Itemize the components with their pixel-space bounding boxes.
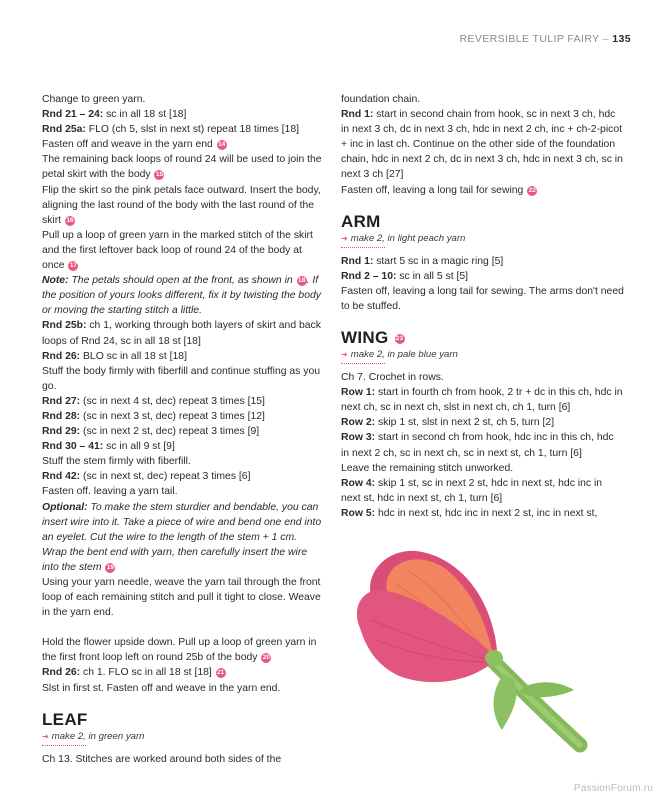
instruction-line: Ch 7. Crochet in rows. xyxy=(341,372,444,384)
note-paragraph: Note: The petals should open at the front, as shown in 18. If the position of yours looks different, fix it by twisting the body or moving the starting stitch a little. xyxy=(42,275,321,317)
round-text: FLO (ch 5, slst in next st) repeat 18 times [18] xyxy=(88,124,299,136)
section-title-leaf: LEAF xyxy=(42,709,88,729)
dotted-divider xyxy=(42,745,86,746)
round-label: Rnd 2 – 10: xyxy=(341,270,397,282)
photo-ref-badge: 20 xyxy=(262,654,270,662)
wing-title-text: WING xyxy=(341,328,389,348)
row-text: skip 1 st, sc in next 2 st, hdc in next st, hdc inc in next st, hdc in next st, ch 1, turn [6] xyxy=(341,477,603,504)
flower-base xyxy=(485,650,503,666)
photo-ref-badge: 22 xyxy=(528,186,536,194)
left-column xyxy=(42,92,324,767)
instruction-line: Stuff the body firmly with fiberfill and continue stuffing as you go. xyxy=(42,365,321,392)
instruction-text: Hold the flower upside down. Pull up a loop of green yarn in the first front loop left on round 25b of the body xyxy=(42,637,317,664)
instruction-text: Pull up a loop of green yarn in the marked stitch of the skirt and the first leftover back loop of round 24 of the body at once xyxy=(42,229,313,272)
photo-ref-badge: 16 xyxy=(66,216,74,224)
round-text: (sc in next 2 st, dec) repeat 3 times [9] xyxy=(83,426,260,438)
row-label: Row 1: xyxy=(341,387,376,399)
optional-text: To make the stem sturdier and bendable, you can insert wire into it. Take a piece of wire and bend one end into an eyelet. Cut the wire to the length of the stem + 1 cm. Wrap the bent end with yarn, then carefully insert the wire into the stem xyxy=(42,501,322,573)
note-text: The petals should open at the front, as shown in xyxy=(71,275,293,287)
photo-ref-badge: 17 xyxy=(69,262,78,270)
round-line xyxy=(42,394,324,409)
round-text: sc in all 9 st [9] xyxy=(106,441,175,453)
photo-ref-badge: 23 xyxy=(395,335,404,343)
photo-ref-badge: 18 xyxy=(297,277,306,285)
book-title: REVERSIBLE TULIP FAIRY xyxy=(459,33,600,45)
round-text: (sc in next st, dec) repeat 3 times [6] xyxy=(83,471,251,483)
round-line xyxy=(42,409,324,424)
round-line xyxy=(42,349,324,364)
photo-ref-badge: 15 xyxy=(155,171,164,179)
round-text: ch 1, working through both layers of skirt and back loops of Rnd 24, sc in all 18 st [18] xyxy=(42,320,321,347)
round-label: Rnd 1: xyxy=(341,255,374,267)
leaf-right xyxy=(520,682,574,697)
instruction-line: Leave the remaining stitch unworked. xyxy=(341,462,514,474)
section-subtitle xyxy=(42,730,324,743)
row-line xyxy=(341,430,624,460)
round-line xyxy=(42,122,324,137)
dotted-divider xyxy=(341,363,385,364)
instruction-line: Ch 13. Stitches are worked around both sides of the xyxy=(42,753,282,765)
section-title-wing xyxy=(341,328,624,348)
round-line xyxy=(341,269,624,284)
row-line xyxy=(341,476,624,506)
instruction-line xyxy=(42,635,324,665)
round-label: Rnd 1: xyxy=(341,109,374,121)
row-text: start in second ch from hook, hdc inc in this ch, hdc in next 2 ch, sc in next ch, sc in next st, ch 1, turn [6] xyxy=(341,432,614,459)
subtitle-text: make 2, in pale blue yarn xyxy=(350,349,458,361)
dotted-divider xyxy=(341,247,385,248)
section-subtitle xyxy=(341,348,624,361)
instruction-line xyxy=(42,228,324,273)
note-label: Note: xyxy=(42,275,69,287)
instruction-line: Change to green yarn. xyxy=(42,94,146,105)
section-subtitle xyxy=(341,232,624,245)
optional-paragraph xyxy=(42,500,324,575)
round-text: sc in all 18 st [18] xyxy=(106,109,187,121)
round-text: BLO sc in all 18 st [18] xyxy=(83,350,187,362)
round-label: Rnd 25b: xyxy=(42,320,87,332)
arrow-right-icon: ➜ xyxy=(42,731,49,741)
round-line xyxy=(42,424,324,439)
round-text: sc in all 5 st [5] xyxy=(399,270,469,282)
instruction-line: Stuff the stem firmly with fiberfill. xyxy=(42,456,191,468)
round-label: Rnd 26: xyxy=(42,667,81,679)
section-title-arm: ARM xyxy=(341,211,381,231)
round-label: Rnd 25a: xyxy=(42,124,86,136)
subtitle-text: make 2, in green yarn xyxy=(51,730,145,742)
round-line xyxy=(42,439,324,454)
photo-ref-badge: 14 xyxy=(218,141,226,149)
row-label: Row 5: xyxy=(341,507,376,519)
watermark: PassionForum.ru xyxy=(573,783,653,794)
round-line xyxy=(341,254,624,269)
instruction-text: Flip the skirt so the pink petals face outward. Insert the body, aligning the last round of the body with the last round of the skirt xyxy=(42,184,321,226)
instruction-line xyxy=(341,183,624,198)
right-column xyxy=(341,92,624,521)
round-line xyxy=(42,665,324,680)
page-header xyxy=(459,33,631,45)
photo-ref-badge: 21 xyxy=(217,669,225,677)
round-label: Rnd 21 – 24: xyxy=(42,109,104,121)
row-text: start in fourth ch from hook, 2 tr + dc in this ch, hdc in next ch, sc in next ch, slst in next ch, ch 1, turn [6] xyxy=(341,387,623,414)
arrow-right-icon: ➜ xyxy=(341,350,348,360)
instruction-line xyxy=(42,137,324,152)
subtitle-text: make 2, in light peach yarn xyxy=(350,232,466,244)
instruction-text: The remaining back loops of round 24 will be used to join the petal skirt with the body xyxy=(42,154,322,181)
instruction-text: Fasten off, leaving a long tail for sewing xyxy=(341,184,524,196)
instruction-text: Fasten off and weave in the yarn end xyxy=(42,139,213,151)
round-text: start 5 sc in a magic ring [5] xyxy=(376,255,504,267)
leaf-left xyxy=(494,674,517,730)
row-text: hdc in next st, hdc inc in next 2 st, inc in next st, xyxy=(377,507,598,519)
arrow-right-icon: ➜ xyxy=(341,233,348,243)
row-line xyxy=(341,415,624,430)
row-label: Row 2: xyxy=(341,417,376,429)
round-line xyxy=(42,107,324,122)
instruction-line: Fasten off. leaving a yarn tail. xyxy=(42,486,178,498)
page-number: 135 xyxy=(612,33,631,45)
round-text: ch 1. FLO sc in all 18 st [18] xyxy=(83,667,212,679)
round-text: (sc in next 4 st, dec) repeat 3 times [15] xyxy=(83,395,265,407)
round-text: (sc in next 3 st, dec) repeat 3 times [12] xyxy=(83,410,265,422)
row-text: skip 1 st, slst in next 2 st, ch 5, turn [2] xyxy=(377,417,555,429)
instruction-line: foundation chain. xyxy=(341,94,421,105)
header-separator: – xyxy=(602,33,609,45)
instruction-line: Using your yarn needle, weave the yarn tail through the front loop of each remaining stitch and pull it tight to close. Weave in the yarn end. xyxy=(42,577,321,619)
round-label: Rnd 28: xyxy=(42,410,81,422)
instruction-line xyxy=(42,183,324,228)
instruction-line: Fasten off, leaving a long tail for sewing. The arms don't need to be stuffed. xyxy=(341,285,624,312)
round-label: Rnd 42: xyxy=(42,471,81,483)
row-label: Row 3: xyxy=(341,432,376,444)
round-label: Rnd 29: xyxy=(42,426,81,438)
round-line xyxy=(341,107,624,182)
photo-ref-badge: 19 xyxy=(106,563,114,571)
round-line xyxy=(42,469,324,484)
instruction-line xyxy=(42,152,324,182)
instruction-line: Slst in first st. Fasten off and weave in the yarn end. xyxy=(42,682,281,694)
row-line xyxy=(341,385,624,415)
crochet-tulip-illustration xyxy=(352,540,612,770)
round-text: start in second chain from hook, sc in next 3 ch, hdc in next 3 ch, dc in next 3 ch, hdc in next 2 ch, inc + ch-2-picot + inc in last ch. Continue on the other side of the foundation chain, hdc in next 2 ch, dc in next 3 ch, hdc in next 3 ch, sc in next 3 ch [27] xyxy=(341,109,623,181)
round-line xyxy=(42,318,324,348)
optional-label: Optional: xyxy=(42,501,88,513)
round-label: Rnd 30 – 41: xyxy=(42,441,104,453)
row-label: Row 4: xyxy=(341,477,376,489)
round-label: Rnd 27: xyxy=(42,395,81,407)
round-label: Rnd 26: xyxy=(42,350,81,362)
note-text: If the position of yours looks different, fix it by twisting the body or moving the starting stitch a little. xyxy=(42,275,321,317)
row-line xyxy=(341,506,624,521)
